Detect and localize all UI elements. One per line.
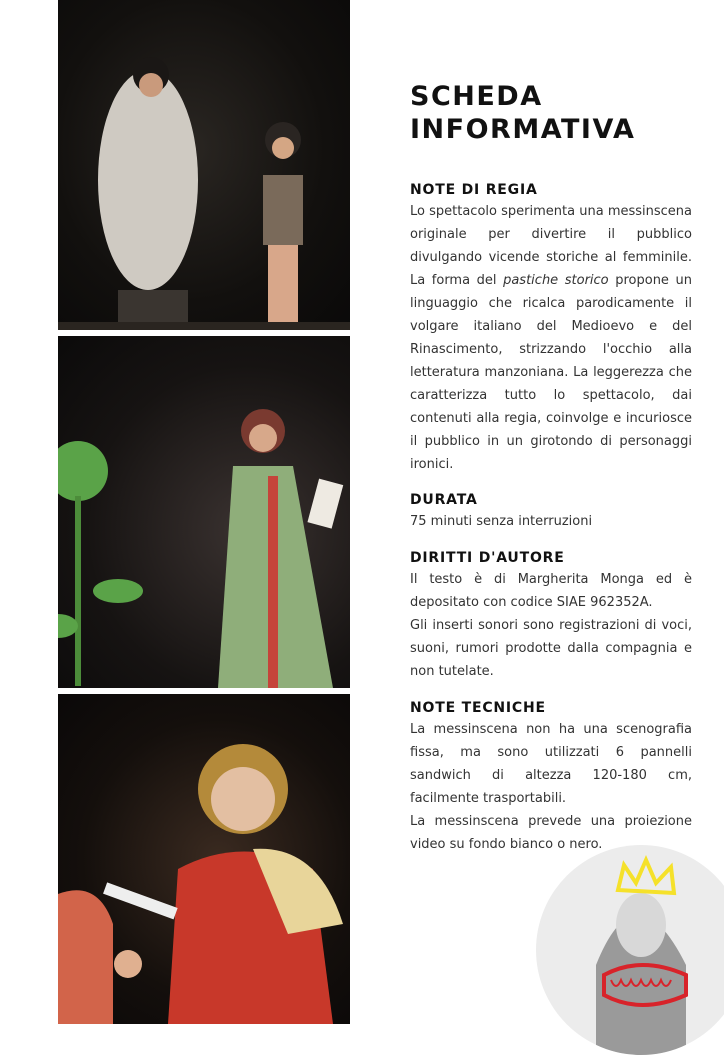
section-diritti-autore (410, 548, 692, 683)
section-note-tecniche (410, 698, 692, 856)
stage-photo-venus-costume (58, 0, 350, 330)
section-body: La messinscena prevede una proiezione video su fondo bianco o nero. (410, 814, 692, 852)
title-line-1: SCHEDA (410, 81, 543, 112)
photo-illustration (58, 694, 350, 1024)
italic-term: pastiche storico (503, 273, 609, 288)
section-body: 75 minuti senza interruzioni (410, 514, 593, 529)
section-heading: DURATA (410, 492, 478, 508)
body-text: propone un linguaggio che ricalca parodicamente il volgare italiano del Medioevo e del Rinascimento, strizzando l'occhio alla letteratura manzoniana. La leggerezza che caratterizza tutto lo spettacolo, dai contenuti alla regia, coinvolge e incuriosce il pubblico in un girotondo di personaggi ironici. (410, 273, 692, 472)
section-body: Gli inserti sonori sono registrazioni di voci, suoni, rumori prodotte dalla compagnia e non tutelate. (410, 618, 692, 679)
section-body: Il testo è di Margherita Monga ed è depositato con codice SIAE 962352A. (410, 572, 692, 610)
page-title (410, 80, 635, 146)
section-heading: NOTE TECNICHE (410, 700, 546, 716)
photo-illustration (58, 336, 350, 688)
section-note-di-regia (410, 180, 692, 476)
stage-photo-laurel-crown (58, 694, 350, 1024)
section-heading: NOTE DI REGIA (410, 182, 538, 198)
section-durata (410, 490, 692, 533)
title-line-2: INFORMATIVA (410, 114, 636, 145)
section-body (410, 200, 692, 476)
section-body: La messinscena non ha una scenografia fissa, ma sono utilizzati 6 pannelli sandwich di altezza 120-180 cm, facilmente trasportabili. (410, 722, 692, 806)
stage-photo-lady-letter (58, 336, 350, 688)
section-heading: DIRITTI D'AUTORE (410, 550, 565, 566)
photo-illustration (58, 0, 350, 330)
body-text: Lo spettacolo sperimenta una messinscena originale per divertire il pubblico divulgando vicende storiche al femminile. La forma del (410, 204, 692, 288)
